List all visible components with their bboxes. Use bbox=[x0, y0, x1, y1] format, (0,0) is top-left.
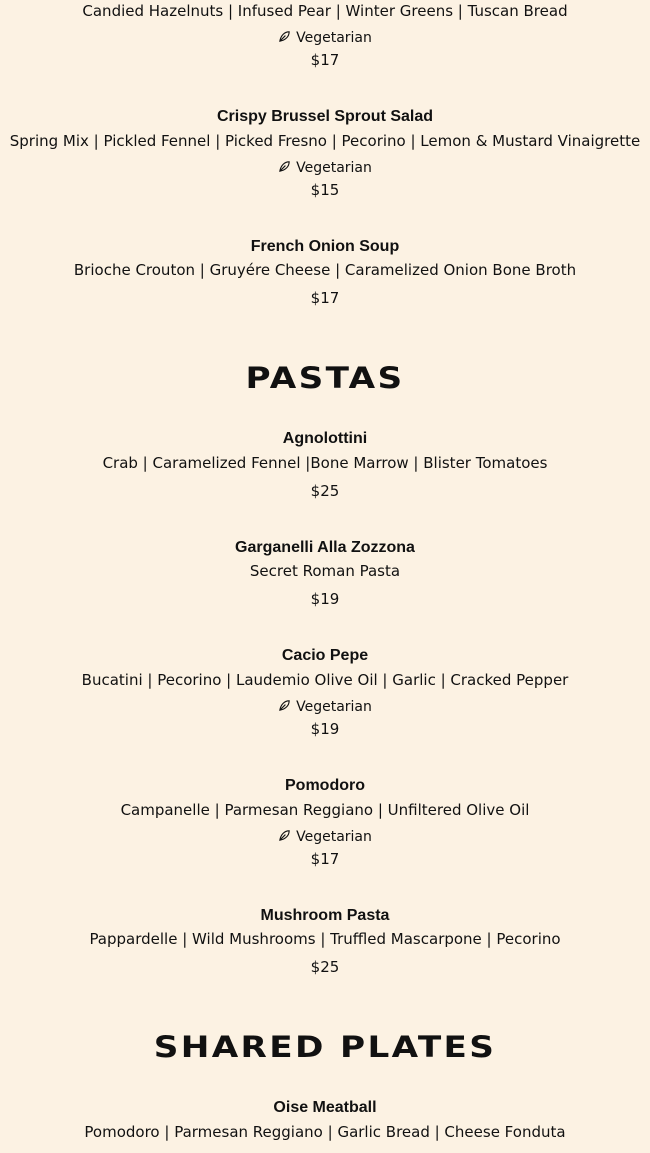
item-name: Pomodoro bbox=[285, 777, 365, 794]
item-description: Brioche Crouton | Gruyére Cheese | Caramelized Onion Bone Broth bbox=[73, 261, 577, 279]
item-name: Cacio Pepe bbox=[281, 647, 369, 664]
item-description: Bucatini | Pecorino | Laudemio Olive Oil | Garlic | Cracked Pepper bbox=[81, 671, 569, 689]
vegetarian-tag bbox=[0, 160, 650, 177]
vegetarian-tag bbox=[0, 699, 650, 716]
vegetarian-tag bbox=[0, 829, 650, 846]
item-price: $19 bbox=[310, 720, 340, 738]
item-description: Crab | Caramelized Fennel |Bone Marrow | Blister Tomatoes bbox=[102, 454, 548, 472]
item-name: Garganelli Alla Zozzona bbox=[235, 539, 415, 556]
item-price: $17 bbox=[310, 289, 340, 307]
item-name: Agnolottini bbox=[282, 430, 368, 447]
item-price: $17 bbox=[310, 51, 340, 69]
item-price: $19 bbox=[310, 590, 340, 608]
vegetarian-label: Vegetarian bbox=[296, 699, 372, 715]
leaf-icon bbox=[278, 699, 291, 712]
item-price: $15 bbox=[310, 181, 340, 199]
vegetarian-label: Vegetarian bbox=[296, 829, 372, 845]
leaf-icon bbox=[278, 829, 291, 842]
leaf-icon bbox=[278, 160, 291, 173]
item-name: Crispy Brussel Sprout Salad bbox=[216, 108, 434, 125]
leaf-icon bbox=[278, 30, 291, 43]
vegetarian-label: Vegetarian bbox=[296, 30, 372, 46]
item-name: Mushroom Pasta bbox=[260, 907, 390, 924]
section-title-pastas: PASTAS bbox=[245, 361, 405, 395]
item-name: Oise Meatball bbox=[273, 1099, 377, 1116]
section-title-shared-plates: SHARED PLATES bbox=[153, 1030, 497, 1064]
item-description: Pomodoro | Parmesan Reggiano | Garlic Bread | Cheese Fonduta bbox=[84, 1123, 566, 1141]
item-description: Secret Roman Pasta bbox=[249, 562, 401, 580]
vegetarian-tag bbox=[0, 30, 650, 47]
item-description: Pappardelle | Wild Mushrooms | Truffled Mascarpone | Pecorino bbox=[89, 930, 561, 948]
item-description: Spring Mix | Pickled Fennel | Picked Fresno | Pecorino | Lemon & Mustard Vinaigrette bbox=[9, 132, 641, 150]
item-name: French Onion Soup bbox=[250, 238, 400, 255]
item-price: $25 bbox=[310, 482, 340, 500]
item-price: $25 bbox=[310, 958, 340, 976]
item-price: $17 bbox=[310, 850, 340, 868]
item-description: Campanelle | Parmesan Reggiano | Unfiltered Olive Oil bbox=[120, 801, 530, 819]
vegetarian-label: Vegetarian bbox=[296, 160, 372, 176]
item-description: Candied Hazelnuts | Infused Pear | Winter Greens | Tuscan Bread bbox=[82, 2, 568, 20]
